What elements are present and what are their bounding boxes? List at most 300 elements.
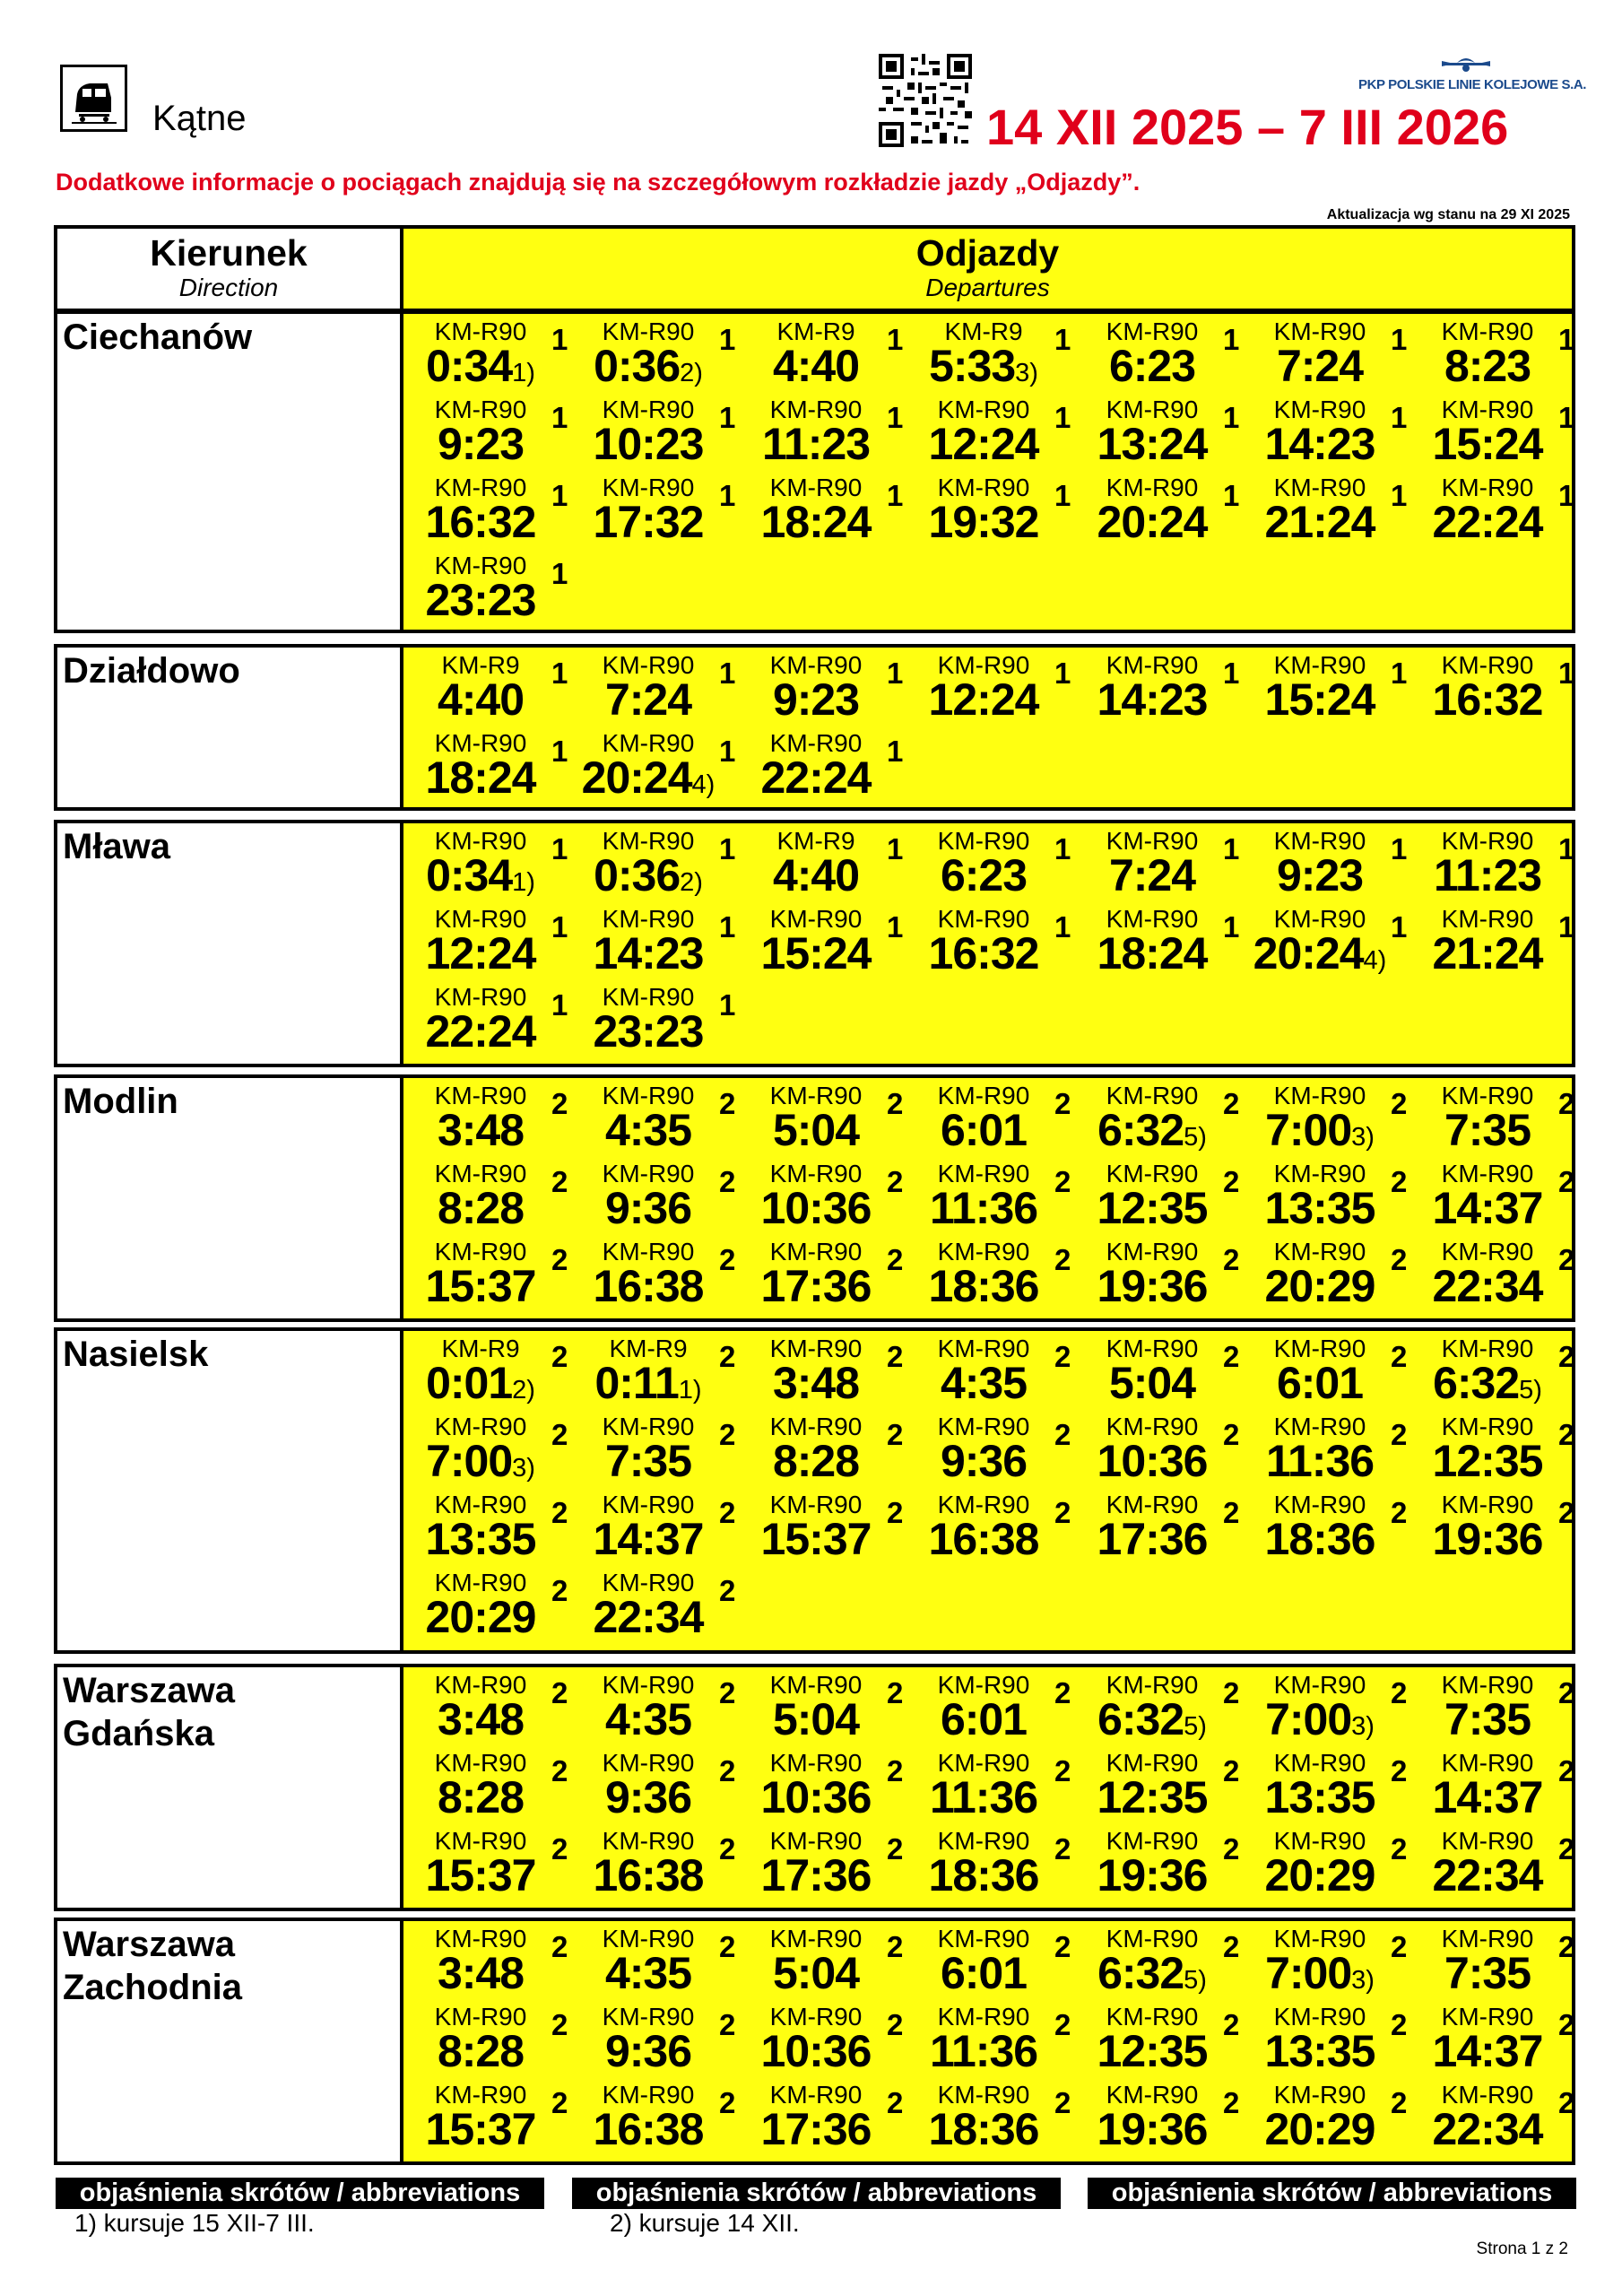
departure-time: 16:32 xyxy=(425,497,536,547)
departure xyxy=(580,1236,748,1315)
train-category: KM-R90 xyxy=(1106,827,1199,855)
abbreviations-header: objaśnienia skrótów / abbreviations xyxy=(56,2178,544,2209)
departure-time: 9:23 xyxy=(1276,850,1364,900)
departures-cell xyxy=(403,648,1575,807)
departure-time: 7:35 xyxy=(604,1436,692,1486)
direction-block xyxy=(54,310,1575,633)
departure xyxy=(1419,1669,1587,1748)
departure-time-wrap xyxy=(1084,498,1220,546)
departure xyxy=(580,1669,748,1748)
platform-number: 2 xyxy=(887,1930,904,1963)
departure-time: 0:11 xyxy=(594,1358,679,1408)
departure xyxy=(412,903,580,982)
departure-time: 16:32 xyxy=(928,928,1039,978)
train-category: KM-R90 xyxy=(937,905,1030,933)
platform-number: 1 xyxy=(719,479,736,512)
departure-time-wrap xyxy=(412,1851,549,1900)
departure xyxy=(915,316,1083,395)
platform-number: 2 xyxy=(1223,1754,1240,1787)
departure-time: 4:40 xyxy=(437,674,525,725)
departure xyxy=(748,1158,915,1237)
departure-time: 9:36 xyxy=(940,1436,1028,1486)
departure-time-wrap xyxy=(915,1359,1052,1407)
departure-time-wrap xyxy=(915,929,1052,978)
departure-time-wrap xyxy=(1252,342,1388,390)
departure-time: 19:36 xyxy=(1097,1261,1208,1311)
platform-number: 2 xyxy=(1558,1243,1575,1276)
departure-time: 17:36 xyxy=(760,1261,872,1311)
train-category: KM-R90 xyxy=(769,2003,863,2031)
platform-number: 2 xyxy=(1054,1754,1071,1787)
departure xyxy=(915,903,1083,982)
footnote-ref: 3) xyxy=(1015,359,1038,387)
departure-time: 7:00 xyxy=(1265,1948,1352,1998)
departure xyxy=(1419,1747,1587,1826)
departure-time-wrap xyxy=(1084,675,1220,724)
departure xyxy=(1419,1825,1587,1904)
departure-time-wrap xyxy=(412,420,549,468)
train-category: KM-R90 xyxy=(1106,2081,1199,2109)
train-category: KM-R90 xyxy=(1273,1082,1366,1109)
departure-time-wrap xyxy=(1419,498,1556,546)
platform-number: 2 xyxy=(1391,1930,1408,1963)
departure xyxy=(1252,1236,1419,1315)
departure-time: 10:36 xyxy=(760,1772,872,1822)
train-category: KM-R90 xyxy=(769,1827,863,1855)
departure-time: 7:35 xyxy=(1444,1948,1531,1998)
departure-time: 15:37 xyxy=(760,1514,872,1564)
train-category: KM-R90 xyxy=(602,2003,695,2031)
departure-time-wrap xyxy=(1084,1262,1220,1310)
train-category: KM-R90 xyxy=(769,2081,863,2109)
platform-number: 1 xyxy=(551,910,568,944)
platform-number: 1 xyxy=(1558,910,1575,944)
platform-number: 1 xyxy=(1054,832,1071,865)
platform-number: 1 xyxy=(1223,323,1240,356)
platform-number: 2 xyxy=(1054,1832,1071,1866)
departure-time: 11:36 xyxy=(929,1183,1038,1233)
platform-number: 1 xyxy=(887,323,904,356)
departure xyxy=(580,1080,748,1159)
platform-number: 1 xyxy=(887,735,904,768)
departure-time-wrap xyxy=(580,1262,716,1310)
validity-period: 14 XII 2025 – 7 III 2026 xyxy=(986,99,1509,155)
platform-number: 2 xyxy=(1558,1930,1575,1963)
train-category: KM-R90 xyxy=(769,474,863,501)
platform-number: 1 xyxy=(551,401,568,434)
footnote-ref: 4) xyxy=(1363,946,1387,975)
departure xyxy=(1084,1333,1252,1412)
train-category: KM-R90 xyxy=(1273,1413,1366,1440)
abbreviation-item: 2) kursuje 14 XII. xyxy=(610,2209,800,2237)
departure-time-wrap xyxy=(915,851,1052,900)
departure xyxy=(1419,2001,1587,2080)
footnote-ref: 3) xyxy=(1351,1123,1375,1152)
train-category: KM-R90 xyxy=(602,1238,695,1265)
platform-number: 1 xyxy=(551,479,568,512)
train-category: KM-R9 xyxy=(776,317,855,345)
train-category: KM-R90 xyxy=(1273,396,1366,423)
departure-time-wrap xyxy=(412,1007,549,1056)
departure-time: 6:01 xyxy=(940,1948,1028,1998)
departure xyxy=(1252,649,1419,728)
train-category: KM-R90 xyxy=(769,651,863,679)
platform-number: 1 xyxy=(887,657,904,690)
direction-name: Modlin xyxy=(63,1082,178,1121)
departure xyxy=(1419,825,1587,904)
departure-time: 13:35 xyxy=(1264,2026,1375,2076)
departure xyxy=(915,394,1083,473)
train-category: KM-R90 xyxy=(602,729,695,757)
train-category: KM-R90 xyxy=(434,1160,527,1187)
platform-number: 2 xyxy=(719,1087,736,1120)
departure-time-wrap xyxy=(915,1437,1052,1485)
departure xyxy=(580,1923,748,2002)
platform-number: 2 xyxy=(887,2086,904,2119)
departure-time: 21:24 xyxy=(1264,497,1375,547)
departure xyxy=(1252,1333,1419,1412)
platform-number: 2 xyxy=(1558,1832,1575,1866)
departure-time: 8:28 xyxy=(437,1772,525,1822)
direction-name: Ciechanów xyxy=(63,317,253,357)
footnote-ref: 2) xyxy=(680,359,703,387)
departure-time-wrap xyxy=(1419,1184,1556,1232)
departure xyxy=(748,1489,915,1568)
footnote-ref: 3) xyxy=(512,1454,535,1483)
platform-number: 1 xyxy=(551,323,568,356)
departure-time-wrap xyxy=(1419,420,1556,468)
platform-number: 2 xyxy=(1558,1754,1575,1787)
train-category: KM-R90 xyxy=(1441,827,1534,855)
train-category: KM-R90 xyxy=(1106,1335,1199,1362)
departure-time: 5:04 xyxy=(772,1105,860,1155)
departure-time-wrap xyxy=(915,675,1052,724)
platform-number: 2 xyxy=(719,1165,736,1198)
platform-number: 2 xyxy=(1223,1496,1240,1529)
platform-number: 2 xyxy=(1223,1832,1240,1866)
departure-time: 10:36 xyxy=(760,1183,872,1233)
platform-number: 1 xyxy=(1558,657,1575,690)
departure xyxy=(1084,1411,1252,1490)
departure-time-wrap xyxy=(580,929,716,978)
platform-number: 2 xyxy=(1558,2086,1575,2119)
platform-number: 1 xyxy=(887,910,904,944)
departure-time: 14:37 xyxy=(1432,2026,1543,2076)
departure-time: 12:35 xyxy=(1432,1436,1543,1486)
departure-time: 17:36 xyxy=(760,1850,872,1900)
departure-time-wrap xyxy=(915,1695,1052,1744)
departure xyxy=(1419,316,1587,395)
footnote-ref: 2) xyxy=(680,868,703,897)
departure xyxy=(412,1567,580,1646)
departure-time-wrap xyxy=(1419,675,1556,724)
departure-time-wrap xyxy=(1419,1851,1556,1900)
departure-time: 6:23 xyxy=(940,850,1028,900)
departure-time: 9:36 xyxy=(604,2026,692,2076)
departure-time: 6:32 xyxy=(1097,1694,1184,1744)
train-category: KM-R90 xyxy=(1106,905,1199,933)
train-category: KM-R90 xyxy=(434,1749,527,1777)
departure xyxy=(412,1747,580,1826)
direction-block xyxy=(54,1664,1575,1911)
departure-time: 0:34 xyxy=(426,341,513,391)
platform-number: 2 xyxy=(1558,1496,1575,1529)
train-category: KM-R90 xyxy=(769,1925,863,1952)
train-category: KM-R90 xyxy=(1106,651,1199,679)
departure-time: 7:00 xyxy=(1265,1694,1352,1744)
platform-number: 2 xyxy=(1223,1930,1240,1963)
departure-time-wrap xyxy=(1084,1106,1220,1161)
departure xyxy=(412,1489,580,1568)
departure-time: 13:35 xyxy=(425,1514,536,1564)
train-category: KM-R90 xyxy=(1441,1160,1534,1187)
departure-time-wrap xyxy=(748,1949,884,1997)
departure xyxy=(915,2079,1083,2158)
departure-time: 7:00 xyxy=(1265,1105,1352,1155)
direction-cell xyxy=(57,1667,403,1908)
platform-number: 1 xyxy=(1558,323,1575,356)
train-category: KM-R90 xyxy=(1273,474,1366,501)
train-category: KM-R90 xyxy=(434,474,527,501)
platform-number: 2 xyxy=(1054,2008,1071,2041)
train-category: KM-R90 xyxy=(1441,1238,1534,1265)
departure xyxy=(1252,472,1419,551)
departure xyxy=(748,903,915,982)
departure-time-wrap xyxy=(580,753,716,809)
departure xyxy=(915,1333,1083,1412)
departure-time: 16:38 xyxy=(593,2104,704,2154)
departure-time: 12:24 xyxy=(928,419,1039,469)
platform-number: 2 xyxy=(1054,1087,1071,1120)
departure-time-wrap xyxy=(748,1437,884,1485)
departure-time-wrap xyxy=(748,2105,884,2153)
departure-time: 9:23 xyxy=(437,419,525,469)
train-category: KM-R90 xyxy=(602,474,695,501)
platform-number: 2 xyxy=(719,1930,736,1963)
departure xyxy=(580,1489,748,1568)
departure-time-wrap xyxy=(748,498,884,546)
platform-number: 1 xyxy=(1391,401,1408,434)
departure xyxy=(1084,1669,1252,1748)
departure-time-wrap xyxy=(915,1773,1052,1822)
train-category: KM-R90 xyxy=(769,1413,863,1440)
train-category: KM-R90 xyxy=(434,1925,527,1952)
platform-number: 2 xyxy=(1391,2008,1408,2041)
train-category: KM-R90 xyxy=(937,396,1030,423)
platform-number: 2 xyxy=(1391,1165,1408,1198)
departures-cell xyxy=(403,1921,1575,2161)
departure-time-wrap xyxy=(1419,2105,1556,2153)
train-category: KM-R90 xyxy=(937,2081,1030,2109)
departure xyxy=(748,825,915,904)
train-category: KM-R90 xyxy=(602,1671,695,1699)
departure-time: 16:38 xyxy=(593,1850,704,1900)
departure xyxy=(1419,2079,1587,2158)
departure-time-wrap xyxy=(580,1695,716,1744)
departure xyxy=(1084,2079,1252,2158)
departure-time-wrap xyxy=(1084,851,1220,900)
train-category: KM-R90 xyxy=(602,2081,695,2109)
departures-cell xyxy=(403,1667,1575,1908)
departure xyxy=(1084,1747,1252,1826)
departure xyxy=(915,1411,1083,1490)
train-category: KM-R90 xyxy=(602,1413,695,1440)
departure xyxy=(412,1411,580,1490)
train-category: KM-R90 xyxy=(1273,1827,1366,1855)
departure-time: 14:37 xyxy=(1432,1183,1543,1233)
departure-time-wrap xyxy=(1252,675,1388,724)
departure-time: 6:32 xyxy=(1097,1948,1184,1998)
departure-time-wrap xyxy=(1252,1359,1388,1407)
departure-time-wrap xyxy=(1419,1515,1556,1563)
departure xyxy=(915,1747,1083,1826)
departure-time-wrap xyxy=(412,851,549,907)
departure-time: 4:35 xyxy=(604,1105,692,1155)
departure-time-wrap xyxy=(748,342,884,390)
departure-time-wrap xyxy=(748,1851,884,1900)
departure-time: 14:37 xyxy=(1432,1772,1543,1822)
departure-time-wrap xyxy=(748,2027,884,2075)
departure-time: 15:24 xyxy=(1264,674,1375,725)
direction-header xyxy=(57,229,403,309)
departure xyxy=(1419,1411,1587,1490)
train-category: KM-R90 xyxy=(1273,1925,1366,1952)
departure-time: 3:48 xyxy=(437,1948,525,1998)
platform-number: 2 xyxy=(887,1087,904,1120)
departure-time: 23:23 xyxy=(593,1006,704,1057)
departure-time-wrap xyxy=(1252,929,1388,985)
direction-block xyxy=(54,1074,1575,1322)
train-category: KM-R90 xyxy=(602,827,695,855)
departure-time: 5:04 xyxy=(1108,1358,1196,1408)
departure-time: 11:36 xyxy=(929,1772,1038,1822)
departure-time: 10:23 xyxy=(593,419,704,469)
abbreviation-item: 1) kursuje 15 XII-7 III. xyxy=(74,2209,315,2237)
departure-time: 8:28 xyxy=(437,2026,525,2076)
departure-time-wrap xyxy=(1419,929,1556,978)
train-category: KM-R90 xyxy=(1106,1160,1199,1187)
footnote-ref: 5) xyxy=(1184,1123,1207,1152)
departure-time-wrap xyxy=(1084,1695,1220,1751)
departure-time: 8:28 xyxy=(437,1183,525,1233)
departure-time-wrap xyxy=(1419,342,1556,390)
departure xyxy=(1419,903,1587,982)
departure xyxy=(915,1489,1083,1568)
departure-time: 15:24 xyxy=(1432,419,1543,469)
departure xyxy=(748,649,915,728)
departure-time-wrap xyxy=(412,1515,549,1563)
departure xyxy=(1084,316,1252,395)
departure-time-wrap xyxy=(412,1437,549,1492)
platform-number: 2 xyxy=(887,1496,904,1529)
departure-time-wrap xyxy=(580,1773,716,1822)
departure xyxy=(1084,1080,1252,1159)
departure xyxy=(580,981,748,1060)
platform-number: 2 xyxy=(719,1676,736,1709)
departure-time: 6:23 xyxy=(1108,341,1196,391)
departure-time: 18:24 xyxy=(1097,928,1208,978)
departure-time-wrap xyxy=(580,1437,716,1485)
departure-time-wrap xyxy=(1084,929,1220,978)
platform-number: 1 xyxy=(1391,832,1408,865)
departure-time: 10:36 xyxy=(760,2026,872,2076)
departure xyxy=(748,2079,915,2158)
departure xyxy=(412,394,580,473)
qr-code-icon[interactable] xyxy=(879,54,972,147)
departure-time: 11:36 xyxy=(929,2026,1038,2076)
platform-number: 2 xyxy=(1054,1243,1071,1276)
departure-time-wrap xyxy=(412,498,549,546)
departure-time: 20:29 xyxy=(1264,1850,1375,1900)
departure-time: 3:48 xyxy=(437,1694,525,1744)
departure-time: 4:35 xyxy=(604,1694,692,1744)
departure-time: 4:35 xyxy=(604,1948,692,1998)
departure-time: 22:34 xyxy=(1432,1850,1543,1900)
departure xyxy=(1252,903,1419,982)
departure-time: 3:48 xyxy=(772,1358,860,1408)
departure xyxy=(580,727,748,806)
departure-time-wrap xyxy=(1252,1437,1388,1485)
train-category: KM-R90 xyxy=(769,729,863,757)
departure-time: 12:35 xyxy=(1097,1772,1208,1822)
platform-number: 2 xyxy=(1054,1340,1071,1373)
departure-time-wrap xyxy=(412,576,549,624)
departure-time: 10:36 xyxy=(1097,1436,1208,1486)
platform-number: 2 xyxy=(719,1340,736,1373)
departure-time-wrap xyxy=(1084,1437,1220,1485)
departure xyxy=(915,1080,1083,1159)
footnote-ref: 3) xyxy=(1351,1712,1375,1741)
departure xyxy=(1084,2001,1252,2080)
train-category: KM-R90 xyxy=(1273,1749,1366,1777)
departure-time: 21:24 xyxy=(1432,928,1543,978)
train-category: KM-R90 xyxy=(602,1749,695,1777)
departure xyxy=(1252,1489,1419,1568)
direction-block xyxy=(54,644,1575,811)
direction-subtitle: Direction xyxy=(178,274,279,301)
train-category: KM-R90 xyxy=(1273,905,1366,933)
platform-number: 2 xyxy=(887,1340,904,1373)
departure-time-wrap xyxy=(580,498,716,546)
departure-time-wrap xyxy=(1252,1851,1388,1900)
departure-time: 12:35 xyxy=(1097,1183,1208,1233)
train-category: KM-R90 xyxy=(769,396,863,423)
departure xyxy=(748,1669,915,1748)
departure-time-wrap xyxy=(748,1262,884,1310)
departure xyxy=(580,2079,748,2158)
direction-title: Kierunek xyxy=(150,232,308,274)
train-category: KM-R90 xyxy=(434,1082,527,1109)
departure xyxy=(580,394,748,473)
departure xyxy=(1084,825,1252,904)
platform-number: 2 xyxy=(551,1243,568,1276)
departure-time-wrap xyxy=(1419,1773,1556,1822)
platform-number: 1 xyxy=(1054,323,1071,356)
departure-time: 6:32 xyxy=(1433,1358,1520,1408)
station-name: Kątne xyxy=(152,99,247,138)
departure xyxy=(1084,1158,1252,1237)
train-category: KM-R90 xyxy=(1441,1925,1534,1952)
departure-time-wrap xyxy=(1252,1106,1388,1161)
platform-number: 2 xyxy=(551,1087,568,1120)
departure-time: 9:36 xyxy=(604,1183,692,1233)
train-category: KM-R90 xyxy=(1441,474,1534,501)
departure-time-wrap xyxy=(915,2027,1052,2075)
train-category: KM-R90 xyxy=(602,1827,695,1855)
departure-time: 0:34 xyxy=(426,850,513,900)
departure-time-wrap xyxy=(1252,420,1388,468)
departure xyxy=(412,981,580,1060)
